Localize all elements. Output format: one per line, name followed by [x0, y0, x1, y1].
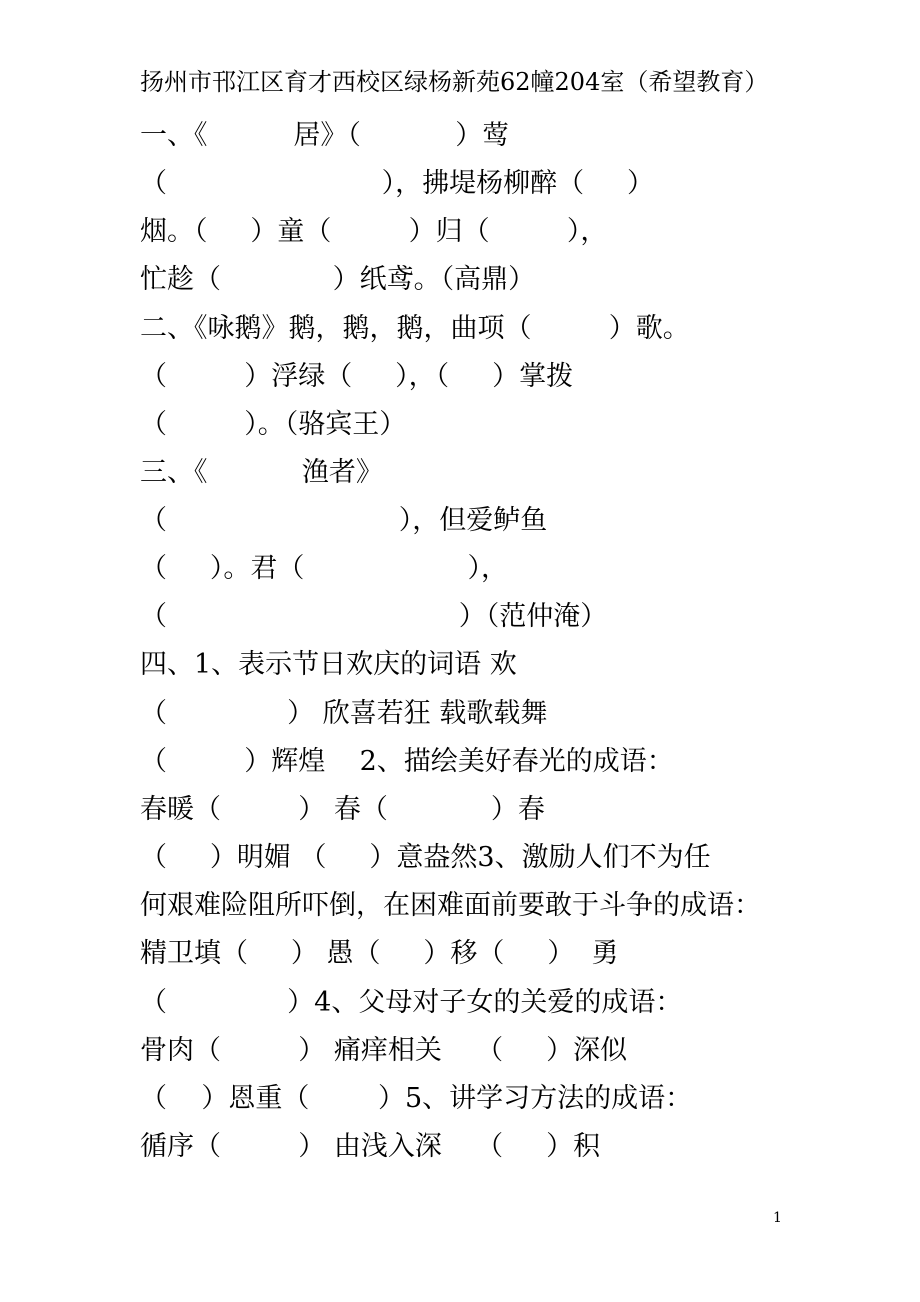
text-line: （ ）（范仲淹）: [140, 601, 608, 632]
text-line: （ ）恩重（ ）5、讲学习方法的成语：: [140, 1083, 693, 1114]
text-line: 烟。（ ）童（ ）归（ ），: [140, 216, 608, 247]
text-line: 何艰难险阻所吓倒，在困难面前要敢于斗争的成语：: [140, 890, 761, 921]
text-line: （ ） 欣喜若狂 载歌载舞: [140, 698, 548, 729]
text-line: 一、《 居》（ ）莺: [140, 120, 510, 151]
text-line: （ ）4、父母对子女的关爱的成语：: [140, 987, 683, 1018]
text-line: 春暖（ ） 春（ ）春: [140, 794, 545, 825]
text-line: （ ）明媚 （ ）意盎然3、激励人们不为任: [140, 842, 711, 873]
text-line: 循序（ ） 由浅入深 （ ）积: [140, 1131, 601, 1162]
text-line: 忙趁（ ）纸鸢。（高鼎）: [140, 264, 536, 295]
text-line: （ ），拂堤杨柳醉（ ）: [140, 168, 654, 199]
text-line: （ ）浮绿（ ），（ ）掌拨: [140, 361, 574, 392]
text-line: （ ），但爱鲈鱼: [140, 505, 548, 536]
page-number: 1: [773, 1210, 782, 1226]
text-line: 三、《 渔者》: [140, 457, 383, 488]
text-line: 精卫填（ ） 愚（ ）移（ ） 勇: [140, 938, 619, 969]
text-line: （ ）。君（ ），: [140, 553, 508, 584]
text-line: 二、《咏鹅》鹅，鹅，鹅，曲项（ ）歌。: [140, 313, 690, 344]
text-line: （ ）辉煌 2、描绘美好春光的成语：: [140, 746, 674, 777]
document-header: 扬州市邗江区育才西校区绿杨新苑62幢204室（希望教育）: [140, 68, 769, 96]
text-line: 四、1、表示节日欢庆的词语 欢: [140, 649, 517, 680]
text-line: 骨肉（ ） 痛痒相关 （ ）深似: [140, 1035, 628, 1066]
text-line: （ ）。（骆宾王）: [140, 409, 407, 440]
